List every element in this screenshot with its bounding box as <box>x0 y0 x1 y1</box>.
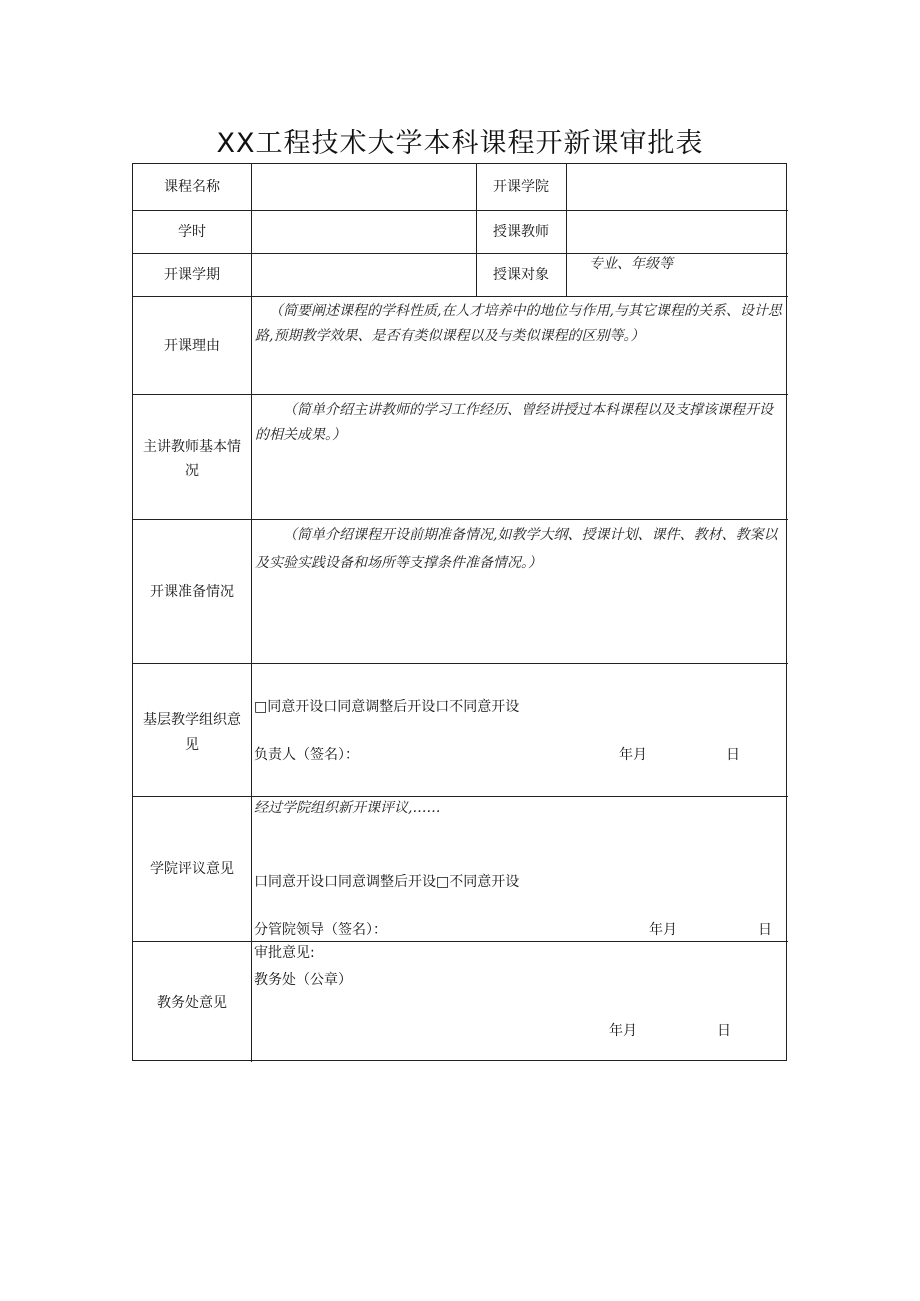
audience-label: 授课对象 <box>493 267 549 283</box>
reason-label: 开课理由 <box>164 338 220 354</box>
row-divider <box>133 796 788 797</box>
row-divider <box>133 941 788 942</box>
lead-teacher-label-line2: 况 <box>185 463 199 479</box>
college-review-options[interactable]: 口同意开设口同意调整后开设□不同意开设 <box>254 874 520 890</box>
academic-affairs-day: 日 <box>717 1023 731 1039</box>
college-review-year-month: 年月 <box>649 922 677 938</box>
grassroots-label-line1: 基层教学组织意 <box>143 712 241 728</box>
academic-affairs-label: 教务处意见 <box>157 995 227 1011</box>
college-review-signer: 分管院领导（签名）： <box>254 922 387 938</box>
grassroots-year-month: 年月 <box>619 747 647 763</box>
semester-field[interactable] <box>252 254 476 296</box>
grassroots-signer: 负责人（签名）： <box>254 747 359 763</box>
reason-hint: （简要阐述课程的学科性质,在人才培养中的地位与作用,与其它课程的关系、设计思路,预期教学效果、是否有类似课程以及与类似课程的区别等。） <box>255 303 782 344</box>
preparation-label: 开课准备情况 <box>150 584 234 600</box>
course-name-field[interactable] <box>252 165 476 210</box>
hours-label: 学时 <box>178 224 206 240</box>
preparation-hint: （简单介绍课程开设前期准备情况,如教学大纲、授课计划、课件、教材、教案以及实验实践设备和场所等支撑条件准备情况。） <box>255 527 778 571</box>
lead-teacher-hint: （简单介绍主讲教师的学习工作经历、曾经讲授过本科课程以及支撑该课程开设的相关成果。） <box>255 402 773 443</box>
academic-affairs-year-month: 年月 <box>609 1023 637 1039</box>
audience-hint: 专业、年级等 <box>589 256 673 272</box>
college-review-hint: 经过学院组织新开课评议,…… <box>254 800 441 816</box>
row-divider <box>133 296 788 297</box>
teacher-field[interactable] <box>567 211 787 253</box>
page-title: XX工程技术大学本科课程开新课审批表 <box>216 128 704 159</box>
grassroots-label-line2: 见 <box>185 737 199 753</box>
college-label: 开课学院 <box>493 179 549 195</box>
college-review-day: 日 <box>758 922 772 938</box>
column-divider <box>251 164 252 1062</box>
academic-affairs-approval: 审批意见: <box>254 945 315 961</box>
row-divider <box>133 519 788 520</box>
teacher-label: 授课教师 <box>493 224 549 240</box>
approval-form <box>132 163 787 1061</box>
college-review-label: 学院评议意见 <box>150 861 234 877</box>
academic-affairs-seal: 教务处（公章） <box>254 972 352 988</box>
course-name-label: 课程名称 <box>164 179 220 195</box>
lead-teacher-label-line1: 主讲教师基本情 <box>143 439 241 455</box>
semester-label: 开课学期 <box>164 267 220 283</box>
college-field[interactable] <box>567 165 787 210</box>
row-divider <box>133 394 788 395</box>
grassroots-options[interactable]: □同意开设口同意调整后开设口不同意开设 <box>254 699 520 715</box>
row-divider <box>133 663 788 664</box>
hours-field[interactable] <box>252 211 476 253</box>
grassroots-day: 日 <box>726 747 740 763</box>
